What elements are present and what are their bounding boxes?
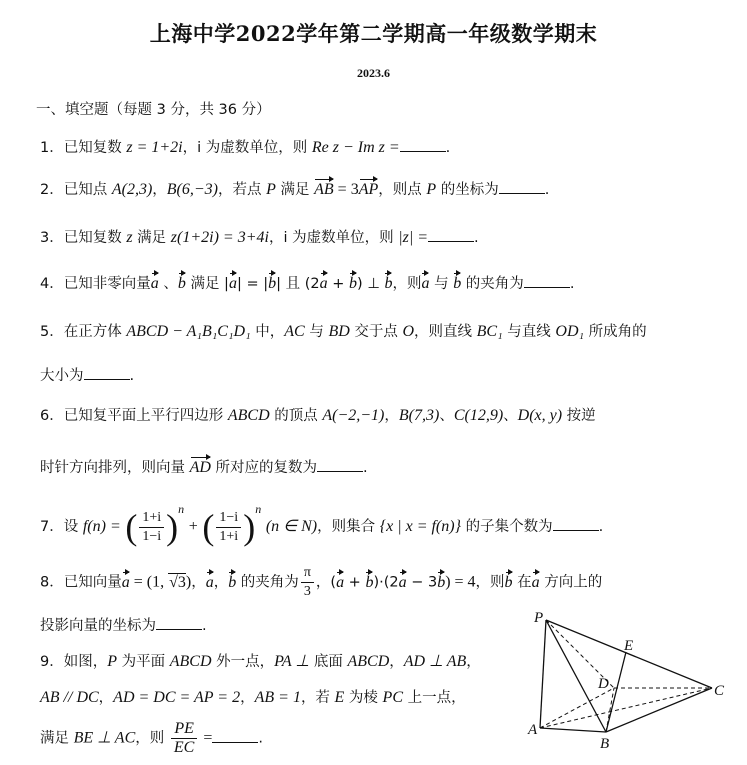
- question-8-line-1: 8．已知向量a = (1, √3)，a，b 的夹角为 $\frac{\pi}{3}$ ，(a + b)·(2a − 3b) = 4，则b 在a 方向上的: [40, 565, 603, 599]
- answer-blank[interactable]: [524, 273, 570, 288]
- label-c: C: [714, 683, 725, 699]
- label-e: E: [624, 638, 634, 654]
- question-8-line-2: 投影向量的坐标为 .: [40, 614, 207, 635]
- answer-blank[interactable]: [428, 227, 474, 242]
- question-9-line-3: 满足 BE ⊥ AC，则 $\frac{PE}{EC}$ = .: [40, 720, 263, 756]
- pyramid-diagram: [526, 606, 732, 756]
- question-6-line-1: 6．已知复平面上平行四边形 ABCD 的顶点 A(−2,−1)，B(7,3)、C(12,9)、D(x, y) 按逆: [40, 407, 596, 424]
- answer-blank[interactable]: [317, 457, 363, 472]
- edge-pc: [546, 620, 712, 688]
- question-7: 7．设 f(n) = ( $\frac{1+i}{1-i}$ )$^n$ + ( $\frac{1-i}{1+i}$ )$^n$ (n ∈ N)，则集合 {x | x = f(n)} 的子集个数为 .: [40, 502, 604, 547]
- question-9-line-1: 9．如图，P 为平面 ABCD 外一点，PA ⊥ 底面 ABCD，AD ⊥ AB，: [40, 653, 481, 670]
- label-b: B: [600, 736, 610, 752]
- label-p: P: [534, 610, 544, 626]
- edge-be: [606, 652, 626, 732]
- question-6-line-2: 时针方向排列，则向量 AD 所对应的复数为 .: [40, 459, 368, 476]
- label-d: D: [598, 676, 609, 692]
- sqrt-3: √3: [169, 573, 186, 591]
- question-4: 4．已知非零向量a 、b 满足 |a| = |b| 且 (2a + b) ⊥ b，则a 与 b 的夹角为 .: [40, 275, 575, 292]
- fraction-pi-3: $\frac{\pi}{3}$: [301, 564, 314, 601]
- edge-ad: [540, 688, 614, 728]
- question-2: 2．已知点 A(2,3)，B(6,−3)，若点 P 满足 AB = 3AP，则点 P 的坐标为 .: [40, 181, 550, 198]
- answer-blank[interactable]: [400, 137, 446, 152]
- pyramid-figure: [526, 606, 732, 756]
- edge-ac: [540, 688, 712, 728]
- question-9-line-2: AB // DC，AD = DC = AP = 2，AB = 1，若 E 为棱 PC 上一点，: [40, 689, 466, 706]
- answer-blank[interactable]: [212, 728, 258, 743]
- fraction-pe-ec: $\frac{PE}{EC}$: [171, 720, 197, 757]
- vector-ad: AD: [189, 459, 211, 476]
- question-5-line-1: 5．在正方体 ABCD − A₁B₁C₁D₁ 中，AC 与 BD 交于点 O，则直线 BC₁ 与直线 OD₁ 所成角的: [40, 323, 647, 340]
- fraction-1: $\frac{1+i}{1-i}$: [139, 509, 164, 546]
- vector-ap: AP: [358, 181, 379, 198]
- exam-title: 上海中学2022学年第二学期高一年级数学期末: [149, 21, 598, 46]
- edge-bc: [606, 688, 712, 732]
- exam-date: 2023.6: [357, 66, 390, 80]
- fraction-2: $\frac{1-i}{1+i}$: [216, 509, 241, 546]
- answer-blank[interactable]: [156, 615, 202, 630]
- answer-blank[interactable]: [84, 365, 130, 380]
- vector-ab: AB: [314, 181, 334, 198]
- section-heading: 一、填空题（每题 3 分，共 36 分）: [36, 102, 271, 118]
- answer-blank[interactable]: [499, 179, 545, 194]
- edge-ab: [540, 728, 606, 732]
- answer-blank[interactable]: [553, 516, 599, 531]
- question-1: 1．已知复数 z = 1+2i，i 为虚数单位，则 Re z − Im z = .: [40, 139, 451, 156]
- edge-pa: [540, 620, 546, 728]
- question-3: 3．已知复数 z 满足 z(1+2i) = 3+4i，i 为虚数单位，则 |z| = .: [40, 229, 479, 246]
- question-5-line-2: 大小为 .: [40, 364, 134, 385]
- label-a: A: [528, 722, 538, 738]
